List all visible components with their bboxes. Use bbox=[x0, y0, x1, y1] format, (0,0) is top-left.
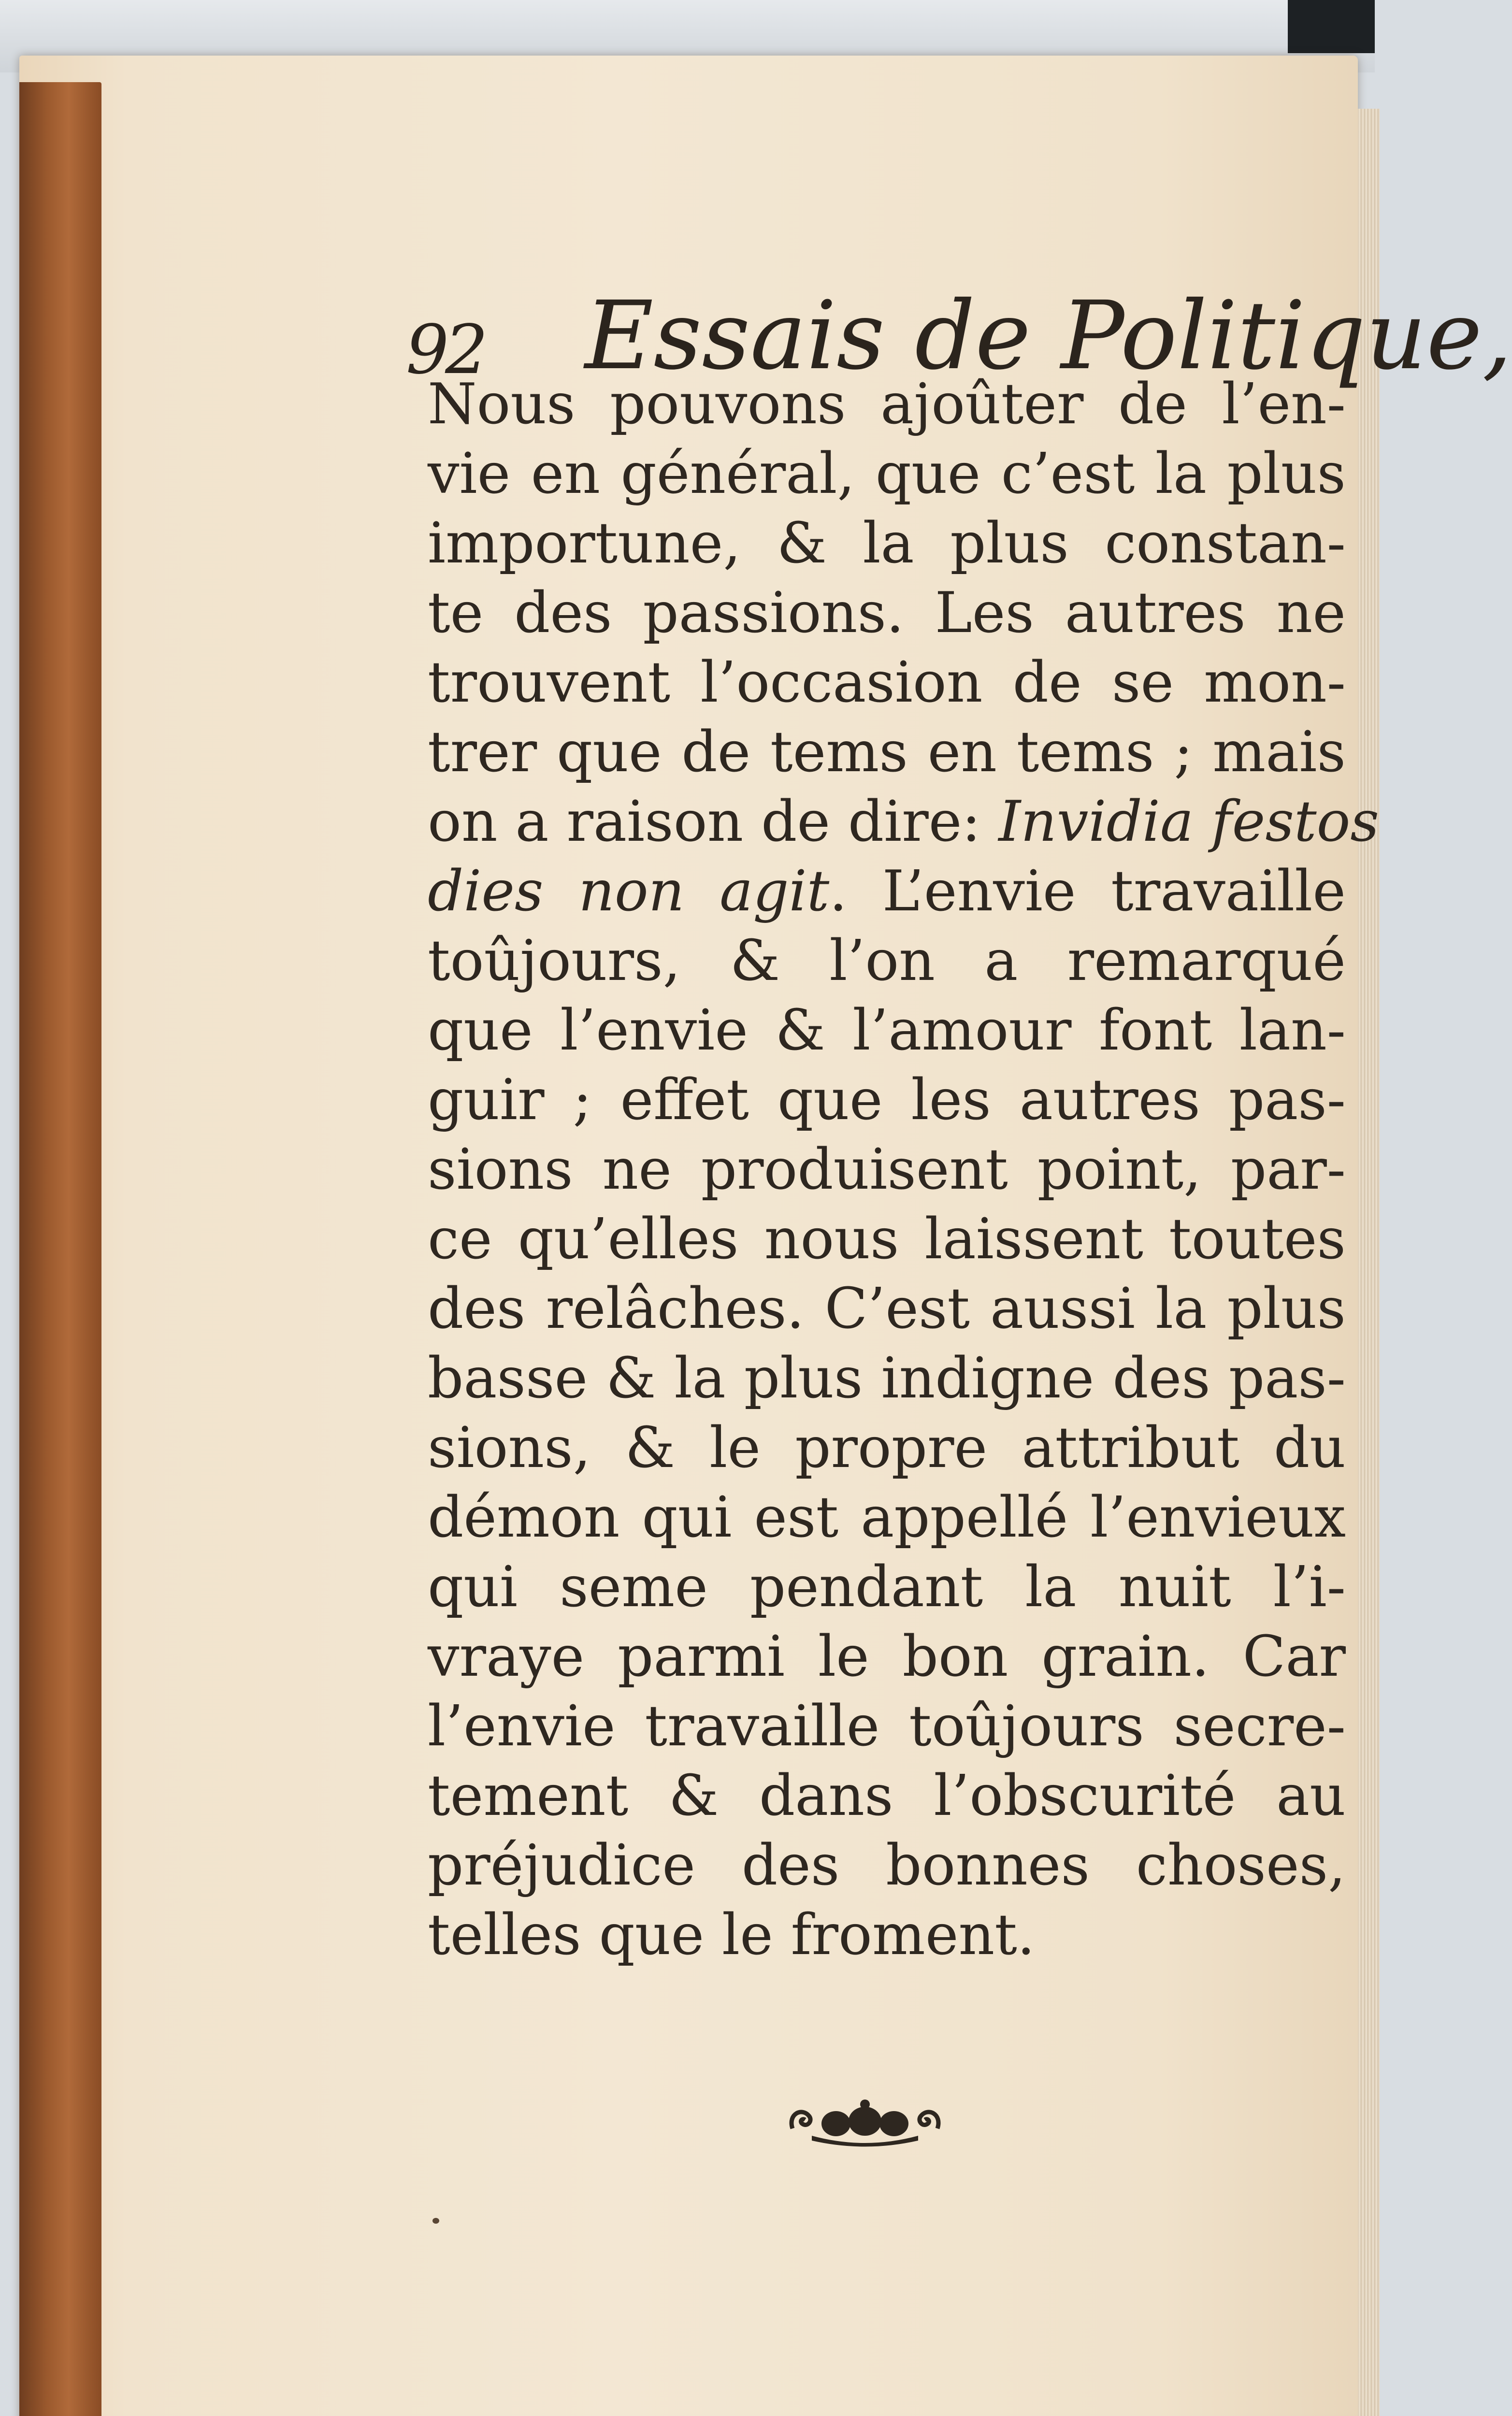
text-line: que l’envie & l’amour font lan- bbox=[428, 998, 1346, 1063]
text-line: toûjours, & l’on a remarqué bbox=[428, 928, 1346, 993]
text-line: l’envie travaille toûjours secre- bbox=[428, 1694, 1346, 1759]
text-line: démon qui est appellé l’envieux bbox=[428, 1485, 1346, 1550]
text-line bbox=[428, 787, 1379, 857]
latin-quotation-end: dies non agit bbox=[428, 859, 830, 924]
book-cover-edge-top bbox=[1288, 0, 1375, 53]
page-stack-edge bbox=[1358, 109, 1380, 2416]
text-line: des relâches. C’est aussi la plus bbox=[428, 1276, 1346, 1341]
paper-speck bbox=[432, 2218, 439, 2224]
text-line: basse & la plus indigne des pas- bbox=[428, 1346, 1346, 1411]
text-line-start: on a raison de dire: bbox=[428, 789, 981, 854]
text-line: trer que de tems en tems ; mais bbox=[428, 719, 1346, 785]
text-line-rest: . L’envie travaille bbox=[829, 859, 1346, 924]
text-line: trouvent l’occasion de se mon- bbox=[428, 650, 1346, 715]
running-title: Essais de Politique, bbox=[585, 281, 1512, 390]
text-line: vraye parmi le bon grain. Car bbox=[428, 1624, 1346, 1689]
text-line: qui seme pendant la nuit l’i- bbox=[428, 1554, 1346, 1620]
text-line: sions, & le propre attribut du bbox=[428, 1415, 1346, 1481]
text-line: telles que le froment. bbox=[428, 1902, 1035, 1968]
body-text bbox=[428, 370, 1379, 1970]
text-line: importune, & la plus constan- bbox=[428, 511, 1346, 576]
text-line: tement & dans l’obscurité au bbox=[428, 1763, 1346, 1828]
page-number: 92 bbox=[406, 311, 485, 389]
page-binding-edge bbox=[19, 82, 101, 2416]
text-line: vie en général, que c’est la plus bbox=[428, 441, 1346, 506]
fleuron-ornament-icon bbox=[783, 2095, 947, 2148]
text-line bbox=[428, 857, 1346, 926]
text-line: te des passions. Les autres ne bbox=[428, 580, 1346, 646]
latin-quotation: Invidia festos bbox=[998, 789, 1379, 854]
book-page bbox=[19, 56, 1512, 2416]
text-line: guir ; effet que les autres pas- bbox=[428, 1067, 1346, 1133]
text-line: préjudice des bonnes choses, bbox=[428, 1833, 1346, 1898]
text-line: ce qu’elles nous laissent toutes bbox=[428, 1207, 1346, 1272]
text-line: sions ne produisent point, par- bbox=[428, 1137, 1346, 1202]
text-line: Nous pouvons ajoûter de l’en- bbox=[428, 372, 1346, 437]
